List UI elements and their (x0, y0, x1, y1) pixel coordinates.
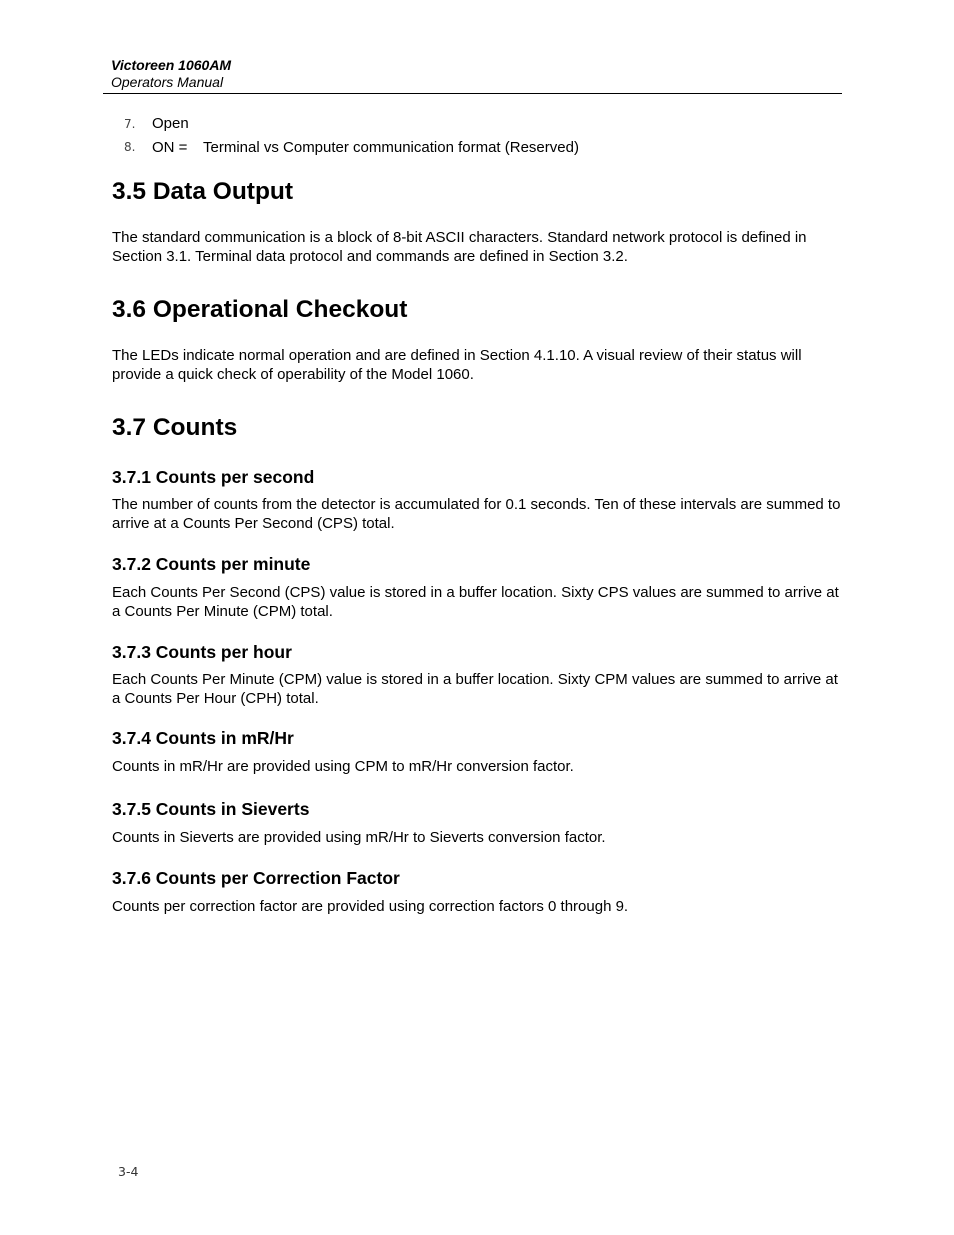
subsection-body-3-7-1: The number of counts from the detector is accumulated for 0.1 seconds. Ten of these intervals are summed to arrive at a Counts Per Second (CPS) total. (112, 496, 841, 532)
list-description: Terminal vs Computer communication format (Reserved) (203, 138, 579, 156)
subsection-body-3-7-6: Counts per correction factor are provided using correction factors 0 through 9. (112, 898, 629, 915)
subsection-heading-3-7-6: 3.7.6 Counts per Correction Factor (112, 868, 400, 888)
subsection-heading-3-7-4: 3.7.4 Counts in mR/Hr (112, 728, 294, 748)
list-value: ON = (152, 138, 188, 156)
subsection-heading-3-7-5: 3.7.5 Counts in Sieverts (112, 798, 310, 819)
section-heading-3-6: 3.6 Operational Checkout (112, 296, 408, 323)
subsection-heading-3-7-2: 3.7.2 Counts per minute (112, 554, 311, 574)
list-value: Open (152, 115, 189, 133)
section-body-3-5: The standard communication is a block of 8-bit ASCII characters. Standard network protocol is defined in Section 3.1. Terminal data protocol and commands are defined in Section 3.2. (112, 229, 807, 265)
subsection-body-3-7-4: Counts in mR/Hr are provided using CPM to mR/Hr conversion factor. (112, 758, 574, 775)
subsection-body-3-7-3: Each Counts Per Minute (CPM) value is stored in a buffer location. Sixty CPM values are summed to arrive at a Counts Per Hour (CPH) total. (112, 671, 838, 707)
subsection-body-3-7-2: Each Counts Per Second (CPS) value is stored in a buffer location. Sixty CPS values are summed to arrive at a Counts Per Minute (CPM) total. (112, 584, 839, 620)
page-header (103, 57, 842, 94)
page-number: 3-4 (118, 1164, 139, 1179)
list-number: 7. (124, 116, 136, 131)
list-number: 8. (124, 140, 136, 155)
section-body-3-6: The LEDs indicate normal operation and are defined in Section 4.1.10. A visual review of their status will provide a quick check of operability of the Model 1060. (112, 347, 802, 383)
product-name: Victoreen 1060AM (111, 57, 232, 73)
switch-list (112, 112, 842, 159)
document-body (112, 176, 842, 917)
subsection-heading-3-7-3: 3.7.3 Counts per hour (112, 642, 292, 662)
manual-title: Operators Manual (111, 74, 224, 90)
section-heading-3-5: 3.5 Data Output (112, 178, 294, 205)
list-item (112, 136, 842, 160)
section-heading-3-7: 3.7 Counts (112, 414, 238, 441)
subsection-body-3-7-5: Counts in Sieverts are provided using mR/Hr to Sieverts conversion factor. (112, 828, 606, 846)
subsection-heading-3-7-1: 3.7.1 Counts per second (112, 467, 315, 487)
list-item (112, 112, 842, 136)
